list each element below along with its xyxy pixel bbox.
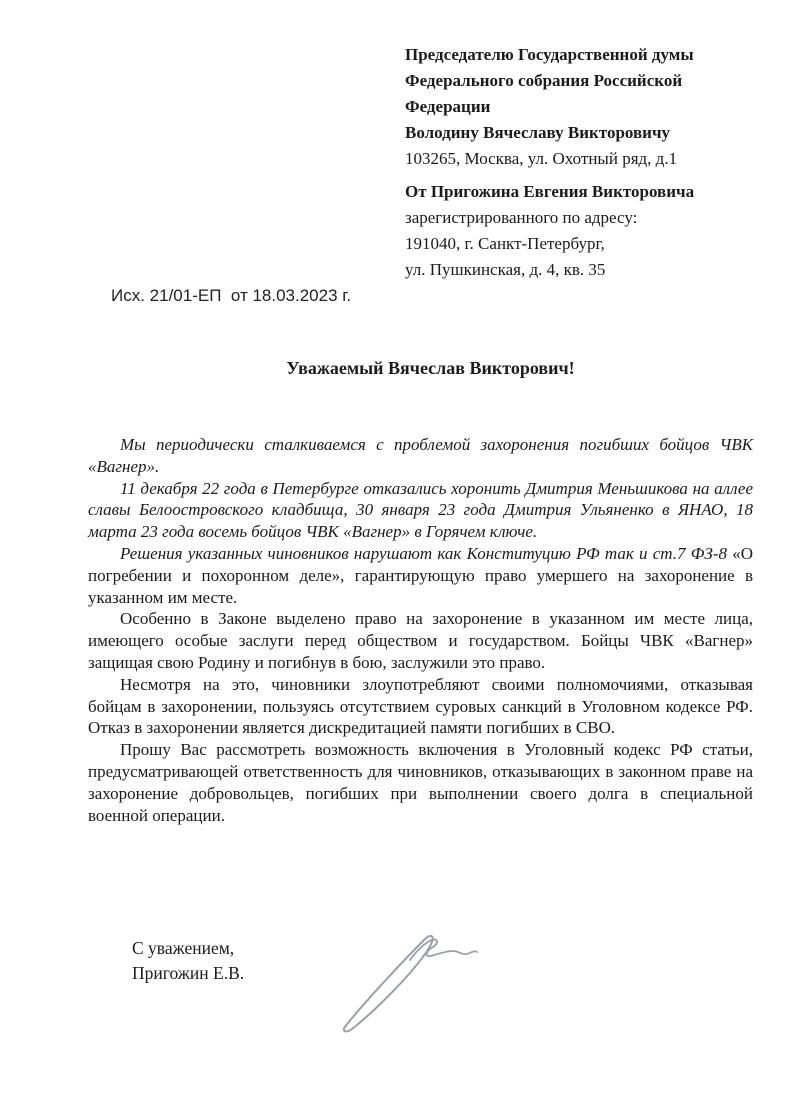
paragraph-5: Несмотря на это, чиновники злоупотребляют своими полномочиями, отказывая бойцам в захоронении, пользуясь отсутствием суровых санкций в Уголовном кодексе РФ. Отказ в захоронении является дискредитацией памяти погибших в СВО.: [88, 674, 753, 738]
sender-line-2: 191040, г. Санкт-Петербург,: [405, 234, 605, 253]
signature-block: [132, 936, 244, 986]
paragraph-3-regular-part: «О погребении и похоронном деле», гарантирующую право умершего на захоронение в указанном им месте.: [88, 543, 753, 607]
signature-scribble: [320, 912, 490, 1042]
paragraph-6: Прошу Вас рассмотреть возможность включения в Уголовный кодекс РФ статьи, предусматривающей ответственность для чиновников, отказывающих в законном праве на захоронение добровольцев, погибших при выполнении своего долга в специальной военной операции.: [88, 740, 753, 825]
recipient-block: [405, 42, 755, 172]
paragraph-3: [88, 543, 753, 608]
paragraph-2: 11 декабря 22 года в Петербурге отказались хоронить Дмитрия Меньшикова на аллее славы Белоостровского кладбища, 30 января 23 года Дмитрия Ульяненко в ЯНАО, 18 марта 23 года восемь бойцов ЧВК «Вагнер» в Горячем ключе.: [88, 478, 753, 542]
reference-number: Исх. 21/01-ЕП от 18.03.2023 г.: [111, 286, 352, 305]
sender-block: [405, 179, 755, 283]
closing-line: С уважением,: [132, 938, 235, 958]
sender-line-3: ул. Пушкинская, д. 4, кв. 35: [405, 260, 606, 279]
letter-body: [88, 434, 753, 826]
paragraph-3-italic-part: Решения указанных чиновников нарушают как Конституцию РФ так и ст.7 ФЗ-8: [120, 543, 733, 563]
recipient-line-1: Председателю Государственной думы: [405, 45, 694, 64]
recipient-line-2: Федерального собрания Российской: [405, 71, 683, 90]
greeting: Уважаемый Вячеслав Викторович!: [286, 358, 575, 378]
sender-name: От Пригожина Евгения Викторовича: [405, 182, 695, 201]
signatory-name: Пригожин Е.В.: [132, 963, 245, 983]
recipient-name: Володину Вячеславу Викторовичу: [405, 123, 671, 142]
sender-line-1: зарегистрированного по адресу:: [405, 208, 638, 227]
recipient-address: 103265, Москва, ул. Охотный ряд, д.1: [405, 149, 678, 168]
paragraph-4: Особенно в Законе выделено право на захоронение в указанном им месте лица, имеющего особые заслуги перед обществом и государством. Бойцы ЧВК «Вагнер» защищая свою Родину и погибнув в бою, заслужили это право.: [88, 609, 753, 672]
paragraph-1: Мы периодически сталкиваемся с проблемой захоронения погибших бойцов ЧВК «Вагнер».: [88, 435, 753, 476]
recipient-line-3: Федерации: [405, 97, 491, 116]
